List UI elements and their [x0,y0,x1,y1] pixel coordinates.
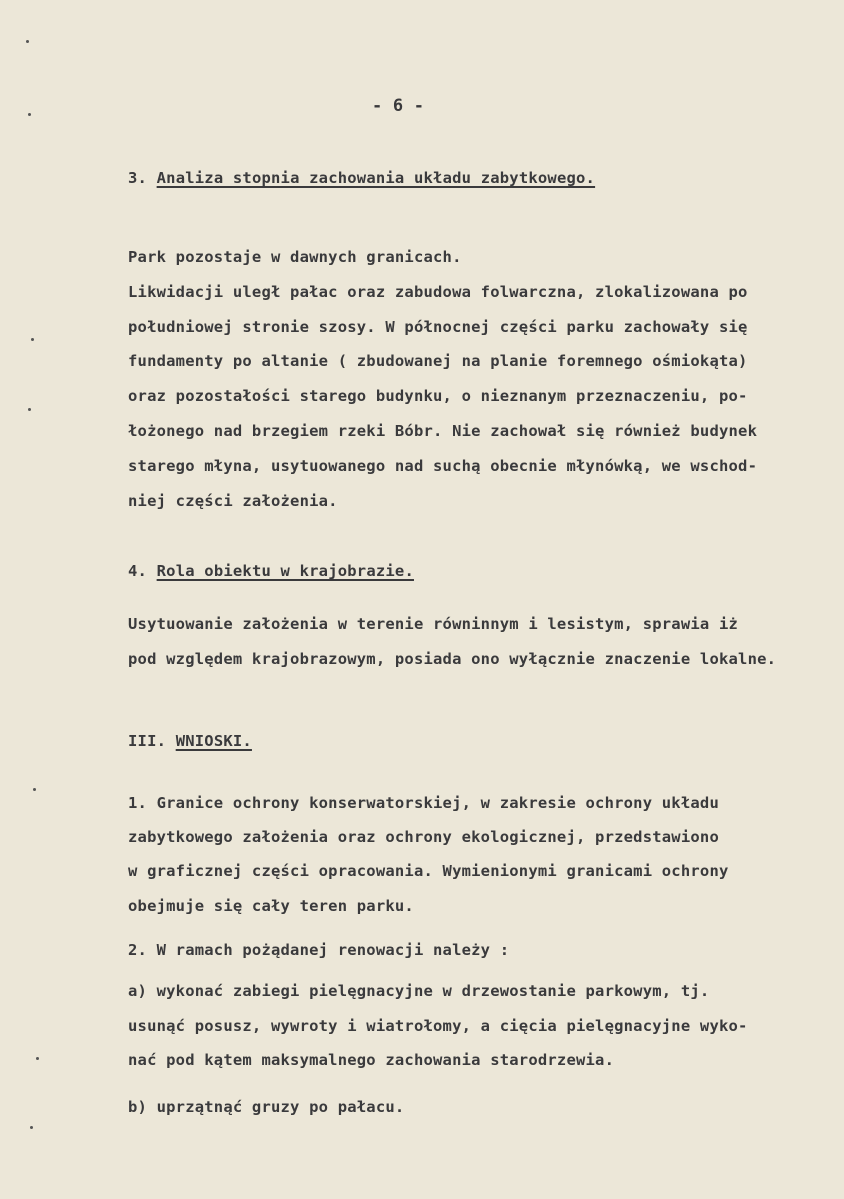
section-3-line: starego młyna, usytuowanego nad suchą obecnie młynówką, we wschod- [128,457,758,475]
point-1-line: zabytkowego założenia oraz ochrony ekologicznej, przedstawiono [128,828,719,846]
section-4-title: Rola obiektu w krajobrazie. [156,562,414,580]
section-iii-heading [128,731,252,751]
point-1-line: 1. Granice ochrony konserwatorskiej, w zakresie ochrony układu [128,794,719,812]
section-3-number: 3. [128,169,148,187]
margin-mark [36,1057,39,1060]
section-4-line: Usytuowanie założenia w terenie równinnym i lesistym, sprawia iż [128,615,739,633]
section-3-title: Analiza stopnia zachowania układu zabytkowego. [156,169,596,187]
section-3-line: oraz pozostałości starego budynku, o nieznanym przeznaczeniu, po- [128,387,748,405]
point-2a-line: usunąć posusz, wywroty i wiatrołomy, a cięcia pielęgnacyjne wyko- [128,1017,748,1035]
section-3-line: łożonego nad brzegiem rzeki Bóbr. Nie zachował się również budynek [128,422,758,440]
section-iii-title: WNIOSKI. [175,732,252,750]
point-1-line: obejmuje się cały teren parku. [128,897,414,915]
margin-mark [30,1126,33,1129]
page-number: - 6 - [372,96,425,116]
point-1-line: w graficznej części opracowania. Wymienionymi granicami ochrony [128,862,729,880]
section-3-line: południowej stronie szosy. W północnej części parku zachowały się [128,318,748,336]
point-2a-line: a) wykonać zabiegi pielęgnacyjne w drzewostanie parkowym, tj. [128,982,710,1000]
point-2a-line: nać pod kątem maksymalnego zachowania starodrzewia. [128,1051,615,1069]
point-2b-line: b) uprzątnąć gruzy po pałacu. [128,1098,405,1116]
section-3-line: Likwidacji uległ pałac oraz zabudowa folwarczna, zlokalizowana po [128,283,748,301]
margin-mark [26,40,29,43]
section-4-line: pod względem krajobrazowym, posiada ono wyłącznie znaczenie lokalne. [128,650,777,668]
section-4-number: 4. [128,562,148,580]
section-3-line: niej części założenia. [128,492,338,510]
section-3-heading [128,168,595,188]
section-iii-number: III. [128,732,167,750]
margin-mark [31,338,34,341]
margin-mark [28,408,31,411]
section-3-line: Park pozostaje w dawnych granicach. [128,248,462,266]
margin-mark [28,113,31,116]
point-2-intro: 2. W ramach pożądanej renowacji należy : [128,941,510,959]
section-3-line: fundamenty po altanie ( zbudowanej na planie foremnego ośmiokąta) [128,352,748,370]
section-4-heading [128,561,414,581]
margin-mark [33,788,36,791]
